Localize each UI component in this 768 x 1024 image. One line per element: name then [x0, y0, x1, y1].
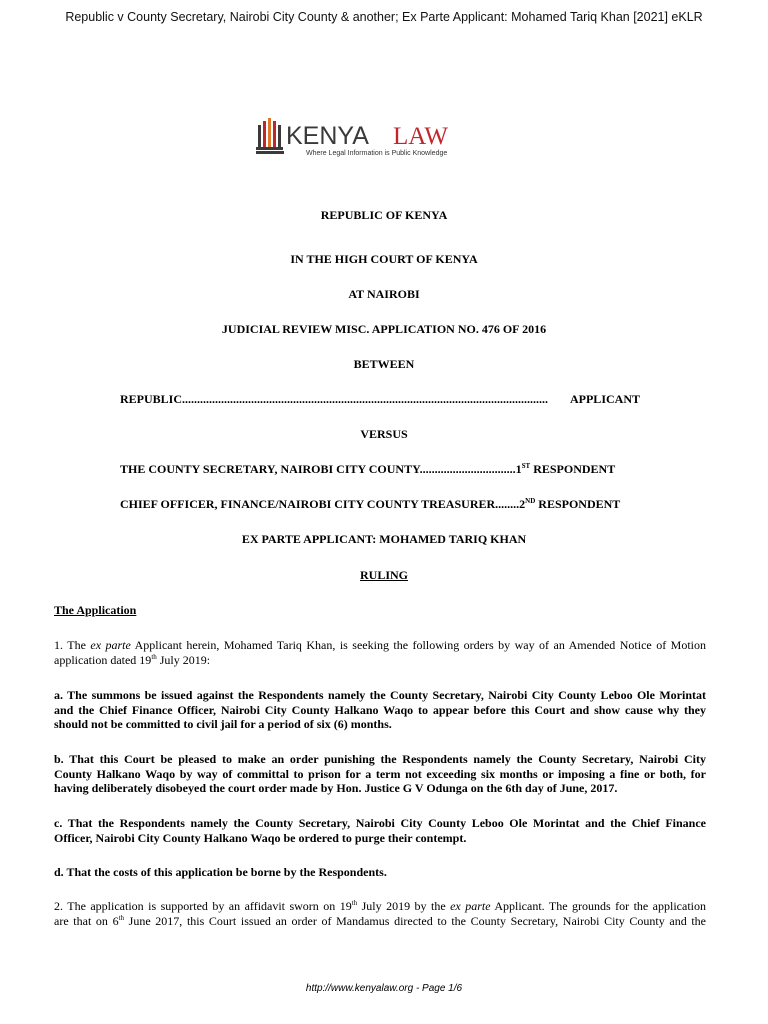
paragraph-order-b: b. That this Court be pleased to make an order punishing the Respondents namely the County Secretary, Nairobi City County Halkano Waqo by way of committal to prison for a term not exceeding six months or imposing a fine or both, for having deliberately disobeyed the court order made by Hon. Justice G V Odunga on the 6th day of June, 2017.	[54, 752, 706, 795]
respondent-1-role: RESPONDENT	[530, 462, 616, 476]
applicant-name: REPUBLIC..........................................................................................................................	[120, 392, 549, 406]
kenya-law-logo	[256, 117, 466, 159]
logo-law-text: LAW	[393, 123, 448, 150]
respondent-2-name: CHIEF OFFICER, FINANCE/NAIROBI CITY COUNTY TREASURER........2	[120, 497, 526, 511]
logo-kenya-text: KENYA	[286, 122, 369, 150]
caption-location: AT NAIROBI	[348, 287, 420, 301]
ex-parte-italic: ex parte	[90, 638, 131, 652]
caption-republic: REPUBLIC OF KENYA	[320, 208, 448, 222]
respondent-2-ordinal: ND	[525, 497, 536, 505]
paragraph-2: 2. The application is supported by an affidavit sworn on 19th July 2019 by the ex parte Applicant. The grounds for the application are that on 6th June 2017, this Court issued an order of Mandamus directed to the County Secretary, Nairobi City County and the	[54, 899, 707, 928]
paragraph-1: 1. The ex parte Applicant herein, Mohamed Tariq Khan, is seeking the following orders by way of an Amended Notice of Motion application dated 19th July 2019:	[54, 638, 706, 667]
caption-application-number: JUDICIAL REVIEW MISC. APPLICATION NO. 476 OF 2016	[221, 322, 547, 336]
respondent-1-ordinal: ST	[521, 462, 531, 470]
caption-between: BETWEEN	[353, 357, 415, 371]
pillars-icon	[256, 118, 284, 154]
paragraph-order-d: d. That the costs of this application be borne by the Respondents.	[54, 865, 387, 879]
section-heading-application: The Application	[54, 603, 137, 617]
caption-court: IN THE HIGH COURT OF KENYA	[290, 252, 478, 266]
page-footer: http://www.kenyalaw.org - Page 1/6	[305, 983, 463, 994]
paragraph-order-a: a. The summons be issued against the Respondents namely the County Secretary, Nairobi City County Leboo Ole Morintat and the Chief Finance Officer, Nairobi City County Halkano Waqo to appear before this Court and show cause why they should not be committed to civil jail for a period of six (6) months.	[54, 688, 706, 731]
applicant-role: APPLICANT	[569, 392, 640, 406]
respondent-2-role: RESPONDENT	[535, 497, 621, 511]
ruling-heading: RULING	[359, 568, 408, 582]
logo-tagline: Where Legal Information is Public Knowledge	[306, 150, 448, 157]
respondent-1-name: THE COUNTY SECRETARY, NAIROBI CITY COUNTY................................1	[120, 462, 522, 476]
caption-ex-parte-applicant: EX PARTE APPLICANT: MOHAMED TARIQ KHAN	[241, 532, 527, 546]
document-header-title: Republic v County Secretary, Nairobi City County & another; Ex Parte Applicant: Mohamed Tariq Khan [2021] eKLR	[65, 10, 703, 24]
paragraph-order-c: c. That the Respondents namely the County Secretary, Nairobi City County Leboo Ole Morintat and the Chief Finance Officer, Nairobi City County Halkano Waqo be ordered to purge their contempt.	[54, 816, 706, 845]
caption-ruling	[0, 568, 768, 583]
caption-versus: VERSUS	[360, 427, 408, 441]
